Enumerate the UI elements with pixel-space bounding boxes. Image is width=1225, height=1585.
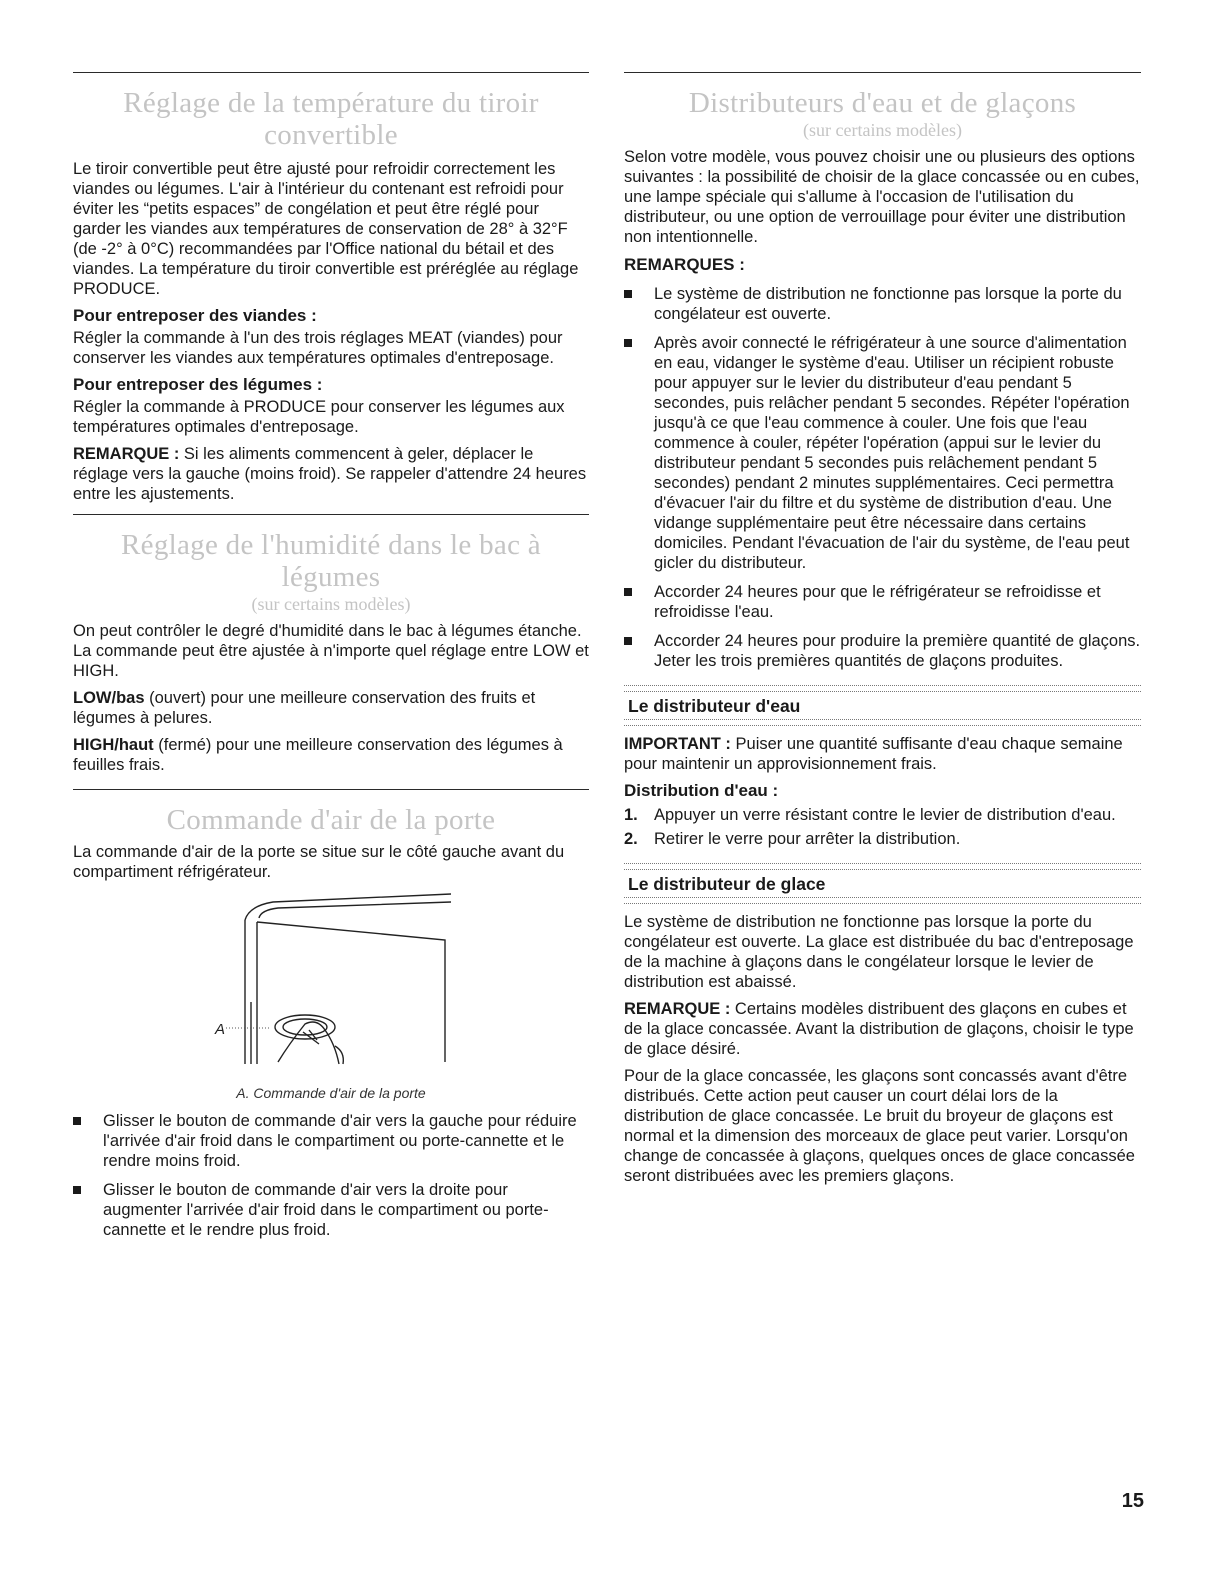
important-paragraph (624, 734, 1141, 774)
paragraph: Le tiroir convertible peut être ajusté pour refroidir correctement les viandes ou légumes. L'air à l'intérieur du contenant est refroidi pour éviter les “petits espaces” de congélation et peut être réglé pour garder les viandes aux températures de conservation de 28° à 32°F (de -2° à 0°C) recommandées par l'Office national du bétail et des viandes. La température du tiroir convertible est préréglée au réglage PRODUCE. (73, 160, 579, 298)
bullet-square-icon (624, 339, 632, 347)
list-item: Glisser le bouton de commande d'air vers la gauche pour réduire l'arrivée d'air froid dans le compartiment ou porte-cannette et le rendre moins froid. (73, 1111, 589, 1171)
subsection-bar (624, 863, 1141, 870)
door-air-bullet-list (73, 1111, 589, 1240)
paragraph: Le système de distribution ne fonctionne pas lorsque la porte du congélateur est ouverte. La glace est distribuée du bac d'entreposage de la machine à glaçons dans le congélateur lorsque le levier de distribution est abaissé. (624, 913, 1134, 991)
section-title-door-air-control: Commande d'air de la porte (166, 804, 496, 836)
subsection-title-ice: Le distributeur de glace (628, 874, 826, 894)
left-column (73, 72, 589, 1240)
paragraph: La commande d'air de la porte se situe sur le côté gauche avant du compartiment réfrigérateur. (73, 843, 565, 881)
low-paragraph (73, 688, 589, 728)
page-number: 15 (1121, 1490, 1144, 1512)
water-steps-list (624, 805, 1141, 849)
high-text: (fermé) pour une meilleure conservation des légumes à feuilles frais. (73, 736, 563, 774)
subsection-bar (624, 897, 1141, 904)
section-title-dispensers: Distributeurs d'eau et de glaçons (688, 87, 1077, 119)
high-label: HIGH/haut (73, 736, 154, 754)
low-text: (ouvert) pour une meilleure conservation des fruits et légumes à pelures. (73, 689, 536, 727)
bullet-square-icon (624, 588, 632, 596)
paragraph: Régler la commande à l'un des trois réglages MEAT (viandes) pour conserver les viandes aux températures optimales d'entreposage. (73, 329, 563, 367)
subheading-vegetables: Pour entreposer des légumes : (73, 375, 323, 394)
list-item: Après avoir connecté le réfrigérateur à une source d'alimentation en eau, vidanger le système d'eau. Utiliser un récipient robuste pour appuyer sur le levier du distributeur d'eau pendant 5 secondes, puis relâcher pendant 5 secondes. Répéter l'opération jusqu'à ce que l'eau commence à couler. Une fois que l'eau commence à couler, répéter l'opération (appui sur le levier du distributeur pendant 5 secondes puis relâchement pendant 5 secondes) pendant 2 minutes supplémentaires. Ceci permettra d'évacuer l'air du filtre et du système de distribution d'eau. Une vidange supplémentaire peut être nécessaire dans certains domiciles. Pendant l'évacuation de l'air du système, de l'eau peut gicler du distributeur. (624, 333, 1141, 573)
subsection-bar (624, 685, 1141, 692)
section-subtitle: (sur certains modèles) (251, 594, 411, 614)
high-paragraph (73, 735, 589, 775)
note-paragraph (624, 999, 1141, 1059)
bullet-square-icon (624, 637, 632, 645)
step-item: 2. Retirer le verre pour arrêter la distribution. (624, 830, 961, 848)
section-subtitle: (sur certains modèles) (803, 120, 962, 140)
important-label: IMPORTANT : (624, 735, 731, 753)
section-title-humidity: Réglage de l'humidité dans le bac à légumes (121, 529, 541, 593)
subheading-meat: Pour entreposer des viandes : (73, 306, 317, 325)
note-text: Certains modèles distribuent des glaçons en cubes et de la glace concassée. Avant la distribution de glaçons, choisir le type de glace désiré. (624, 1000, 1134, 1058)
bullet-square-icon (73, 1117, 81, 1125)
subheading-water-distribution: Distribution d'eau : (624, 781, 779, 800)
bullet-square-icon (624, 290, 632, 298)
paragraph: Selon votre modèle, vous pouvez choisir une ou plusieurs des options suivantes : la possibilité de choisir de la glace concassée ou en cubes, une lampe spéciale qui s'allume à l'occasion de l'utilisation du distributeur, ou une option de verrouillage pour éviter une distribution non intentionnelle. (624, 148, 1140, 246)
figure-caption: A. Commande d'air de la porte (236, 1085, 426, 1101)
paragraph: Régler la commande à PRODUCE pour conserver les légumes aux températures optimales d'entreposage. (73, 398, 565, 436)
low-label: LOW/bas (73, 689, 145, 707)
subsection-title-water: Le distributeur d'eau (628, 696, 801, 716)
list-item: Accorder 24 heures pour que le réfrigérateur se refroidisse et refroidisse l'eau. (624, 582, 1141, 622)
paragraph: On peut contrôler le degré d'humidité dans le bac à légumes étanche. La commande peut être ajustée à n'importe quel réglage entre LOW et HIGH. (73, 622, 589, 680)
list-item: Glisser le bouton de commande d'air vers la droite pour augmenter l'arrivée d'air froid dans le compartiment ou porte-cannette et le rendre plus froid. (73, 1180, 589, 1240)
subsection-bar (624, 719, 1141, 726)
refrigerator-door-illustration (73, 892, 589, 1082)
list-item: Accorder 24 heures pour produire la première quantité de glaçons. Jeter les trois premières quantités de glaçons produites. (624, 631, 1141, 671)
note-label: REMARQUE : (73, 445, 180, 463)
important-text: Puiser une quantité suffisante d'eau chaque semaine pour maintenir un approvisionnement frais. (624, 735, 1123, 773)
section-title-convertible-drawer: Réglage de la température du tiroir convertible (123, 87, 539, 151)
remarques-heading: REMARQUES : (624, 255, 745, 274)
figure-label-a: A (215, 1021, 226, 1038)
door-air-control-figure (73, 892, 589, 1082)
note-text: Si les aliments commencent à geler, déplacer le réglage vers la gauche (moins froid). Se rappeler d'attendre 24 heures entre les ajustements. (73, 445, 587, 503)
bullet-square-icon (73, 1186, 81, 1194)
note-paragraph (73, 444, 589, 504)
paragraph: Pour de la glace concassée, les glaçons sont concassés avant d'être distribués. Cette action peut causer un court délai lors de la distribution de glace concassée. Le bruit du broyeur de glaçons est normal et la dimension des morceaux de glace peut varier. Lorsqu'on change de concassée à glaçons, quelques onces de glace concassée seront distribuées avec les premiers glaçons. (624, 1067, 1135, 1185)
note-label: REMARQUE : (624, 1000, 731, 1018)
step-item: 1. Appuyer un verre résistant contre le levier de distribution d'eau. (624, 806, 1116, 824)
right-column (624, 72, 1141, 1186)
remarques-bullet-list (624, 284, 1141, 671)
list-item: Le système de distribution ne fonctionne pas lorsque la porte du congélateur est ouverte. (624, 284, 1141, 324)
